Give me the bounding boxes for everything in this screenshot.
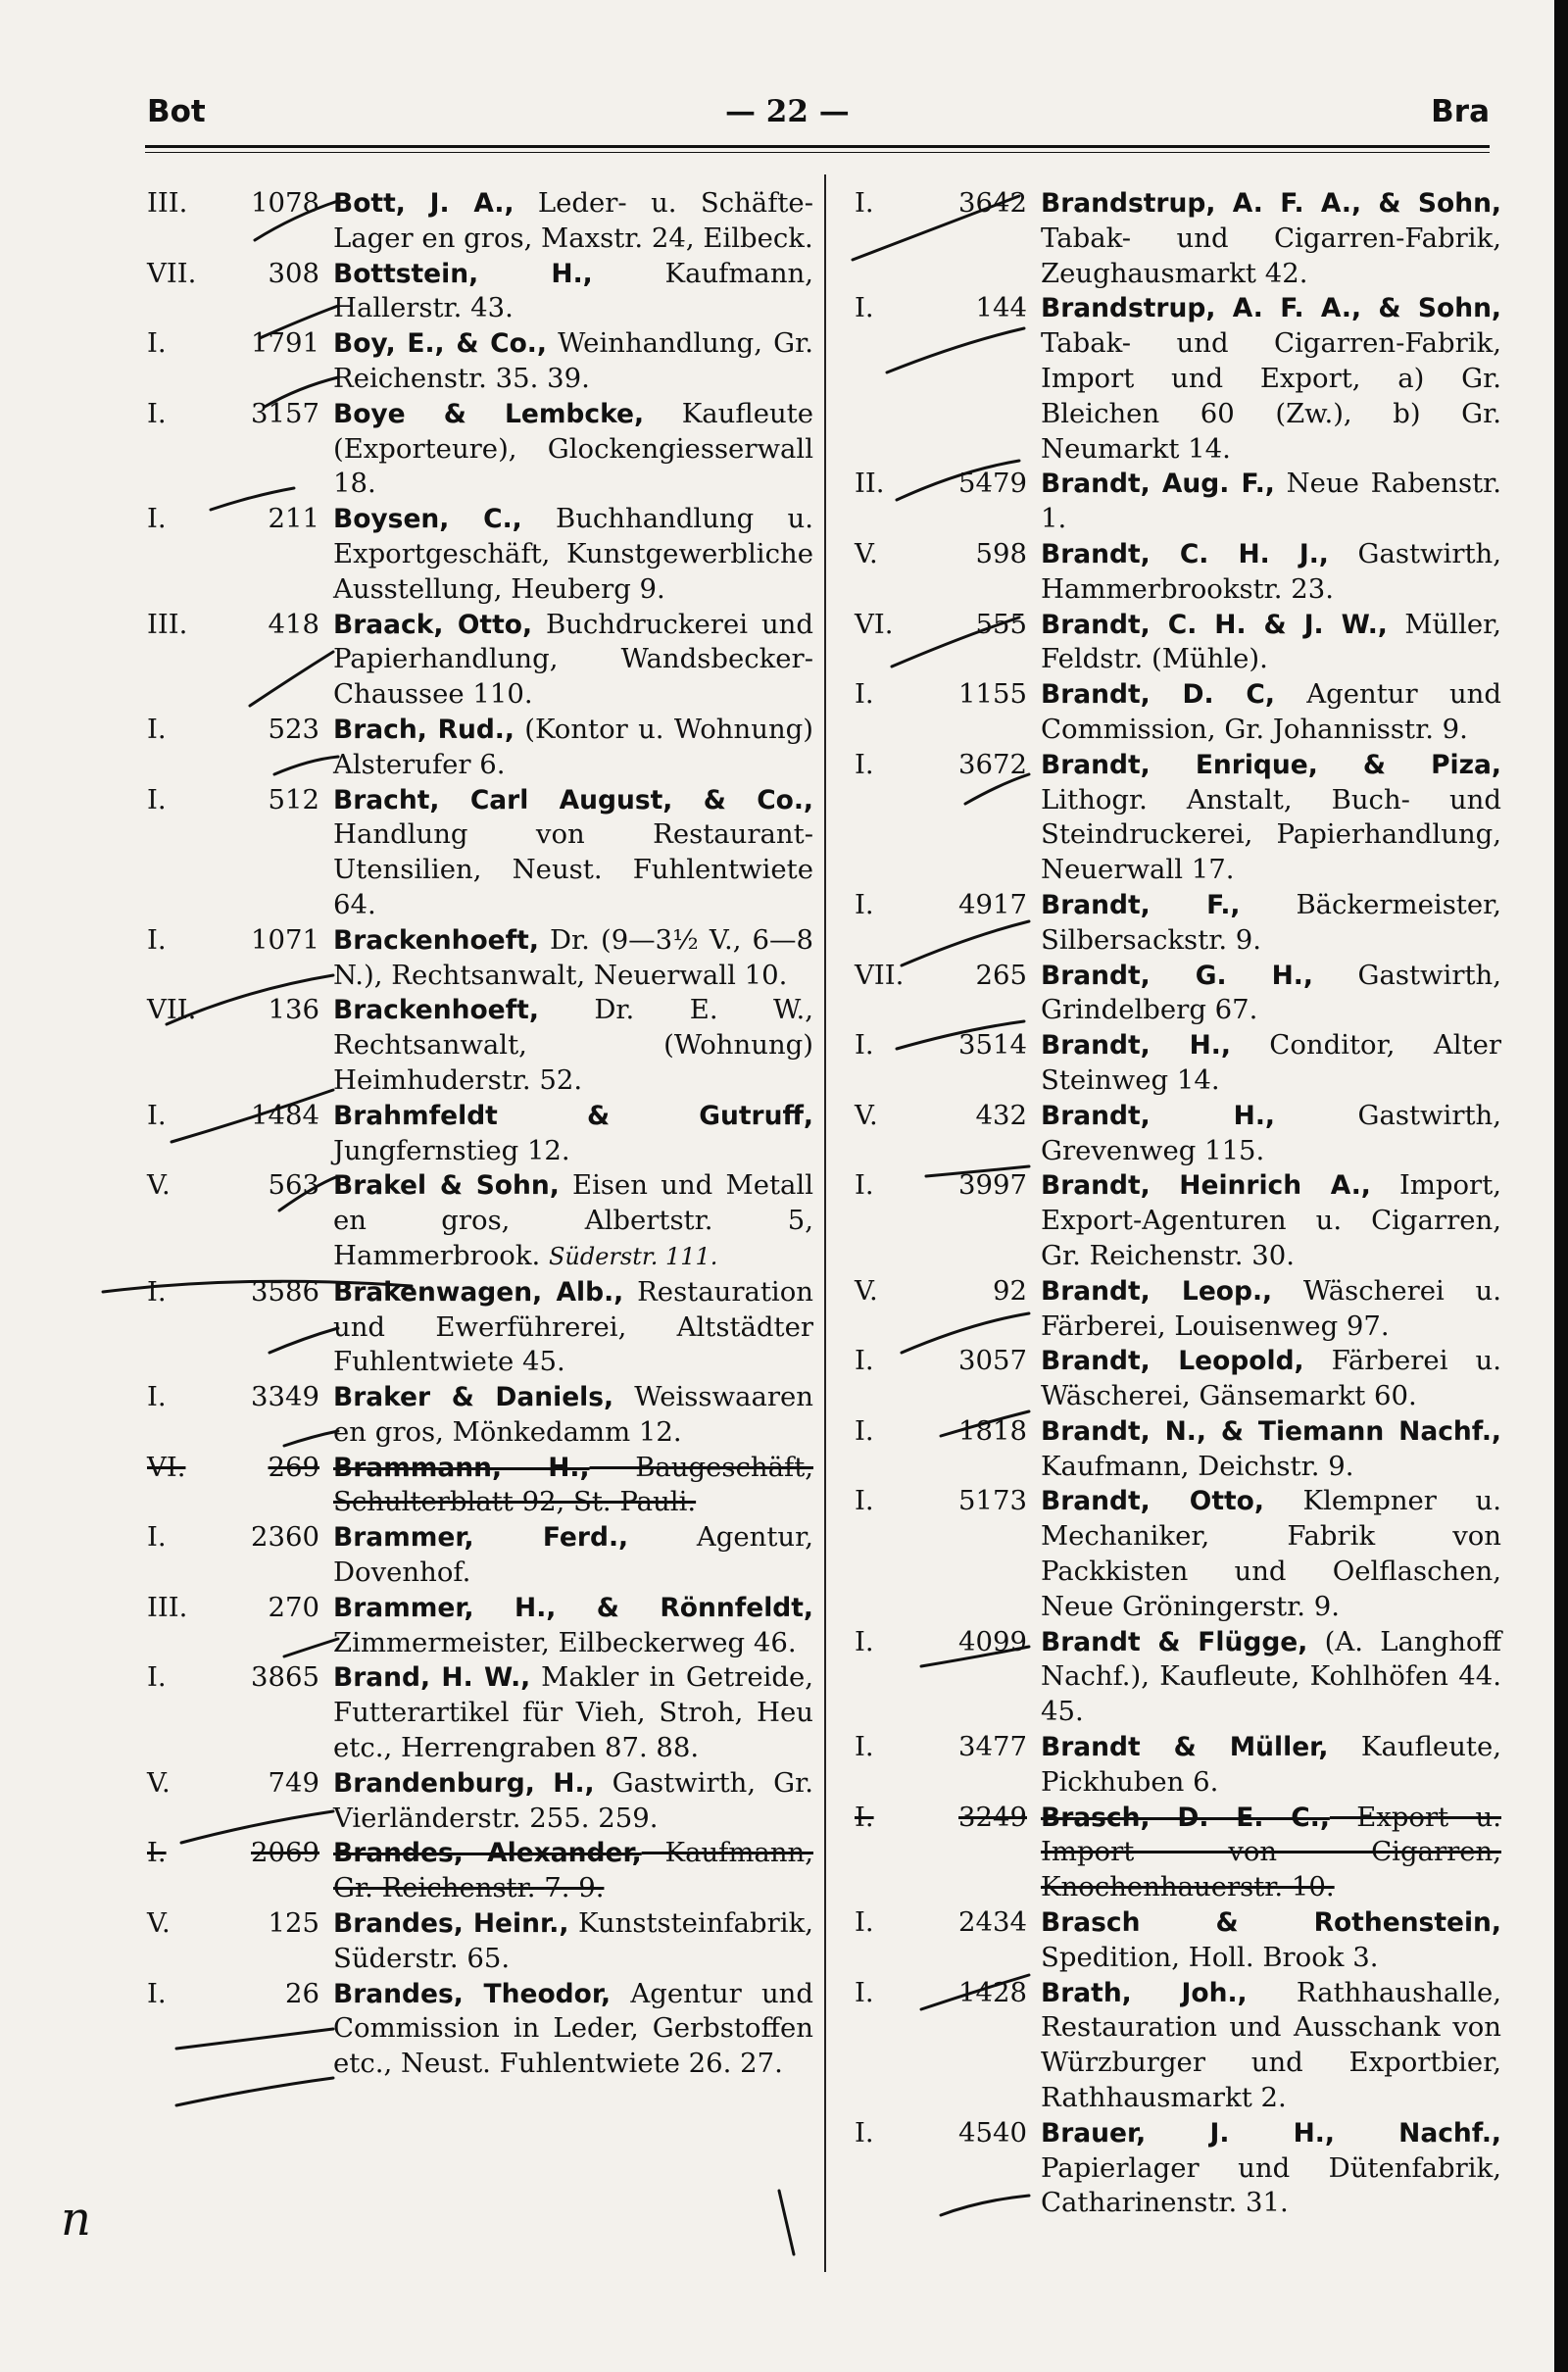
entry-name: Boye & Lembcke, [333, 398, 645, 429]
entry-name: Brand, H. W., [333, 1662, 531, 1694]
district-number: I. [147, 1275, 167, 1308]
entry-body [1041, 1625, 1501, 1730]
entry-body [333, 923, 813, 994]
entry-name: Brandes, Heinr., [333, 1908, 569, 1940]
entry-name: Brandenburg, H., [333, 1767, 595, 1799]
directory-entry [855, 1344, 1501, 1414]
directory-entry [147, 1591, 813, 1661]
telephone-number: 3057 [958, 1345, 1027, 1377]
entry-body [1041, 1801, 1501, 1905]
directory-entry [147, 1520, 813, 1591]
entry-body [333, 783, 813, 923]
entry-body [1041, 1484, 1501, 1624]
directory-entry [147, 1766, 813, 1837]
entry-body [1041, 608, 1501, 678]
district-number: I. [147, 1099, 167, 1131]
entry-body [1041, 1099, 1501, 1169]
entry-body [1041, 1274, 1501, 1345]
entry-text: Tabak- und Cigarren-Fabrik, Import und Export, a) Gr. Bleichen 60 (Zw.), b) Gr. Neumarkt 14. [1041, 327, 1501, 465]
entry-body [1041, 2116, 1501, 2221]
entry-body [333, 1380, 813, 1451]
district-number: I. [855, 1169, 874, 1202]
district-number: I. [855, 1801, 874, 1833]
directory-entry [147, 502, 813, 607]
entry-name: Brandes, Alexander, [333, 1838, 642, 1869]
entry-body [333, 1906, 813, 1977]
entry-body [333, 713, 813, 783]
directory-entry [855, 291, 1501, 467]
entry-body [333, 1520, 813, 1591]
telephone-number: 2360 [251, 1521, 319, 1554]
entry-name: Brandt, H., [1041, 1100, 1275, 1131]
district-number: VII. [147, 994, 197, 1026]
entry-text: Agentur und Commission, Gr. Johannisstr. 9. [1041, 678, 1501, 745]
entry-body [1041, 1344, 1501, 1414]
district-number: II. [855, 468, 885, 500]
entry-name: Brandt, H., [1041, 1030, 1231, 1062]
entry-body [333, 502, 813, 607]
entry-text: Gastwirth, Grindelberg 67. [1041, 959, 1501, 1026]
district-number: I. [855, 888, 874, 920]
header-left-keyword: Bot [147, 94, 206, 129]
telephone-number: 1078 [251, 187, 319, 219]
telephone-number: 1428 [958, 1976, 1027, 2008]
district-number: I. [147, 397, 167, 429]
directory-entry [147, 1836, 813, 1906]
district-number: V. [855, 1274, 878, 1307]
district-number: III. [147, 608, 188, 640]
telephone-number: 144 [975, 292, 1027, 324]
telephone-number: 5479 [958, 468, 1027, 500]
district-number: I. [855, 292, 874, 324]
entry-name: Bott, J. A., [333, 188, 514, 219]
entry-name: Brandt, Otto, [1041, 1486, 1264, 1517]
entry-text: Gastwirth, Hammerbrookstr. 23. [1041, 537, 1501, 605]
directory-entry [147, 783, 813, 923]
telephone-number: 1791 [251, 327, 319, 360]
entry-text: Weisswaaren en gros, Mönkedamm 12. [333, 1381, 813, 1448]
directory-entry [855, 1274, 1501, 1345]
entry-body [333, 608, 813, 713]
tick-mark [779, 2191, 794, 2254]
telephone-number: 3586 [251, 1275, 319, 1308]
directory-entry [147, 1660, 813, 1765]
directory-entry [855, 186, 1501, 291]
telephone-number: 3514 [958, 1029, 1027, 1062]
district-number: VII. [855, 959, 905, 991]
entry-body [1041, 677, 1501, 748]
telephone-number: 1484 [251, 1099, 319, 1131]
directory-entry [855, 1976, 1501, 2116]
telephone-number: 4917 [958, 888, 1027, 920]
entry-name: Brandt, Aug. F., [1041, 469, 1275, 500]
telephone-number: 4099 [958, 1625, 1027, 1657]
entry-body [1041, 467, 1501, 537]
district-number: VII. [147, 257, 197, 289]
entry-name: Brandstrup, A. F. A., & Sohn, [1041, 188, 1501, 219]
entry-text: Rathhaushalle, Restauration und Ausschank von Würzburger und Exportbier, Rathhausmarkt 2. [1041, 1976, 1501, 2114]
entry-body [1041, 1730, 1501, 1801]
entry-body [1041, 537, 1501, 608]
margin-handwriting: n [61, 2192, 91, 2247]
district-number: V. [147, 1907, 171, 1940]
entry-text: Bäckermeister, Silbersackstr. 9. [1041, 888, 1501, 956]
entry-name: Boy, E., & Co., [333, 328, 547, 360]
entry-name: Brandes, Theodor, [333, 1978, 612, 2009]
district-number: I. [147, 1837, 167, 1869]
telephone-number: 136 [268, 994, 319, 1026]
entry-body [1041, 1028, 1501, 1099]
entry-body [1041, 1168, 1501, 1273]
telephone-number: 125 [268, 1907, 319, 1940]
entry-text: (A. Langhoff Nachf.), Kaufleute, Kohlhöfen 44. 45. [1041, 1625, 1501, 1728]
directory-entry [147, 713, 813, 783]
entry-name: Bracht, Carl August, & Co., [333, 784, 813, 815]
telephone-number: 3349 [251, 1381, 319, 1413]
directory-entry [855, 677, 1501, 748]
directory-entry [147, 923, 813, 994]
telephone-number: 269 [268, 1451, 319, 1483]
entry-name: Brakenwagen, Alb., [333, 1276, 624, 1308]
entry-body [333, 1591, 813, 1661]
entry-text: Kaufmann, Hallerstr. 43. [333, 257, 813, 324]
entry-text: Färberei u. Wäscherei, Gänsemarkt 60. [1041, 1345, 1501, 1412]
telephone-number: 418 [268, 608, 319, 640]
telephone-number: 5173 [958, 1485, 1027, 1517]
entry-name: Brackenhoeft, [333, 995, 539, 1026]
entry-body [333, 1451, 813, 1521]
entry-body [1041, 1976, 1501, 2116]
entry-name: Brammann, H., [333, 1452, 590, 1483]
telephone-number: 2069 [251, 1837, 319, 1869]
directory-entry [147, 1380, 813, 1451]
directory-entry [855, 608, 1501, 678]
entry-text: Makler in Getreide, Futterartikel für Vieh, Stroh, Heu etc., Herrengraben 87. 88. [333, 1661, 814, 1764]
right-column [855, 186, 1501, 2221]
entry-name: Brandt & Müller, [1041, 1732, 1329, 1763]
telephone-number: 4540 [958, 2116, 1027, 2149]
entry-text: Buchhandlung u. Exportgeschäft, Kunstgewerbliche Ausstellung, Heuberg 9. [333, 503, 813, 605]
district-number: I. [855, 1976, 874, 2008]
header-right-keyword: Bra [1431, 94, 1490, 129]
entry-body [1041, 291, 1501, 467]
entry-body [1041, 1905, 1501, 1976]
telephone-number: 26 [285, 1977, 319, 2009]
entry-name: Brandt, Enrique, & Piza, [1041, 749, 1501, 780]
entry-text: Wäscherei u. Färberei, Louisenweg 97. [1041, 1274, 1501, 1342]
directory-entry [147, 397, 813, 502]
entry-name: Brasch, D. E. C., [1041, 1802, 1330, 1833]
entry-name: Brackenhoeft, [333, 924, 539, 956]
directory-entry [147, 608, 813, 713]
entry-text: Eisen und Metall en gros, Albertstr. 5, Hammerbrook. [333, 1169, 814, 1271]
entry-name: Brakel & Sohn, [333, 1170, 560, 1202]
directory-entry [855, 2116, 1501, 2221]
entry-name: Braker & Daniels, [333, 1382, 614, 1413]
district-number: III. [147, 187, 188, 219]
entry-text: Buchdruckerei und Papierhandlung, Wandsbecker-Chaussee 110. [333, 608, 814, 711]
entry-text: Weinhandlung, Gr. Reichenstr. 35. 39. [333, 327, 813, 394]
tick-mark [176, 2078, 333, 2105]
entry-name: Bottstein, H., [333, 258, 593, 289]
telephone-number: 432 [975, 1099, 1027, 1131]
entry-text: Lithogr. Anstalt, Buch- und Steindruckerei, Papierhandlung, Neuerwall 17. [1041, 783, 1501, 886]
entry-body [333, 397, 813, 502]
directory-entry [147, 257, 813, 327]
left-column [147, 186, 813, 2082]
telephone-number: 308 [268, 257, 319, 289]
entry-name: Brandt, N., & Tiemann Nachf., [1041, 1415, 1501, 1447]
entry-text: Handlung von Restaurant-Utensilien, Neust. Fuhlentwiete 64. [333, 818, 813, 920]
entry-text: Restauration und Ewerführerei, Altstädter Fuhlentwiete 45. [333, 1275, 813, 1378]
directory-entry [855, 1801, 1501, 1905]
district-number: VI. [147, 1451, 186, 1483]
column-divider [824, 174, 826, 2272]
directory-entry [147, 326, 813, 397]
telephone-number: 211 [268, 503, 319, 535]
directory-entry [855, 1905, 1501, 1976]
telephone-number: 598 [975, 537, 1027, 569]
directory-entry [855, 1414, 1501, 1485]
directory-entry [147, 186, 813, 257]
entry-name: Brauer, J. H., Nachf., [1041, 2117, 1501, 2149]
entry-body [333, 186, 813, 257]
entry-text: Agentur, Dovenhof. [333, 1521, 813, 1589]
telephone-number: 265 [975, 959, 1027, 991]
district-number: I. [855, 1906, 874, 1939]
entry-body [333, 1660, 813, 1765]
entry-text: Müller, Feldstr. (Mühle). [1041, 608, 1502, 675]
entry-text: Kaufmann, Gr. Reichenstr. 7. 9. [333, 1837, 813, 1904]
directory-entry [855, 467, 1501, 537]
entry-name: Brandt, Leop., [1041, 1275, 1273, 1307]
entry-body [333, 326, 813, 397]
directory-entry [855, 959, 1501, 1029]
entry-text: Klempner u. Mechaniker, Fabrik von Packkisten und Oelflaschen, Neue Gröningerstr. 9. [1041, 1485, 1501, 1622]
entry-text: Tabak- und Cigarren-Fabrik, Zeughausmarkt 42. [1041, 222, 1501, 289]
directory-entry [147, 1275, 813, 1380]
directory-entry [855, 1625, 1501, 1730]
directory-entry [855, 537, 1501, 608]
district-number: V. [147, 1169, 171, 1202]
telephone-number: 3157 [251, 397, 319, 429]
district-number: V. [855, 1099, 878, 1131]
entry-text: Dr. E. W., Rechtsanwalt, (Wohnung) Heimhuderstr. 52. [333, 994, 813, 1096]
entry-text: Dr. (9—3½ V., 6—8 N.), Rechtsanwalt, Neuerwall 10. [333, 923, 813, 991]
entry-body [333, 1977, 813, 2082]
district-number: I. [855, 1625, 874, 1657]
entry-text: Papierlager und Dütenfabrik, Catharinenstr. 31. [1041, 2151, 1501, 2219]
telephone-number: 3865 [251, 1661, 319, 1694]
entry-text: Agentur und Commission in Leder, Gerbstoffen etc., Neust. Fuhlentwiete 26. 27. [333, 1977, 814, 2080]
entry-name: Brath, Joh., [1041, 1977, 1248, 2008]
telephone-number: 512 [268, 783, 319, 815]
district-number: I. [855, 678, 874, 711]
entry-name: Brandt & Flügge, [1041, 1626, 1308, 1657]
district-number: I. [855, 1345, 874, 1377]
entry-text: (Kontor u. Wohnung) Alsterufer 6. [333, 713, 813, 780]
entry-body [333, 1168, 813, 1274]
district-number: I. [147, 1521, 167, 1554]
entry-text: Kunststeinfabrik, Süderstr. 65. [333, 1907, 813, 1974]
entry-body [1041, 748, 1501, 888]
entry-text: Kaufleute (Exporteure), Glockengiesserwall 18. [333, 397, 813, 500]
district-number: I. [147, 1977, 167, 2009]
entry-name: Brach, Rud., [333, 714, 514, 745]
entry-text: Import, Export-Agenturen u. Cigarren, Gr. Reichenstr. 30. [1041, 1169, 1501, 1271]
directory-entry [855, 1028, 1501, 1099]
entry-name: Brandt, C. H. & J. W., [1041, 609, 1388, 640]
entry-name: Brandt, G. H., [1041, 960, 1313, 991]
entry-name: Brandt, Heinrich A., [1041, 1170, 1371, 1202]
entry-body [333, 1766, 813, 1837]
district-number: I. [855, 2116, 874, 2149]
entry-text: Leder- u. Schäfte-Lager en gros, Maxstr. 24, Eilbeck. [333, 187, 814, 254]
entry-text: Jungfernstieg 12. [333, 1134, 570, 1166]
telephone-number: 3642 [958, 187, 1027, 219]
district-number: I. [855, 187, 874, 219]
entry-body [333, 1099, 813, 1169]
directory-entry [147, 1977, 813, 2082]
entry-text: Neue Rabenstr. 1. [1041, 468, 1501, 535]
district-number: I. [147, 327, 167, 360]
telephone-number: 1818 [958, 1414, 1027, 1447]
district-number: I. [855, 1414, 874, 1447]
directory-entry [855, 1484, 1501, 1624]
telephone-number: 1071 [251, 923, 319, 956]
district-number: V. [855, 537, 878, 569]
directory-entry [855, 888, 1501, 959]
entry-name: Brahmfeldt & Gutruff, [333, 1100, 813, 1131]
directory-entry [855, 1099, 1501, 1169]
district-number: I. [855, 1731, 874, 1763]
page-header [147, 94, 1490, 137]
entry-body [333, 993, 813, 1098]
district-number: I. [855, 748, 874, 780]
directory-entry [147, 1906, 813, 1977]
district-number: V. [147, 1766, 171, 1799]
entry-body [333, 257, 813, 327]
directory-entry [147, 1451, 813, 1521]
entry-text: Gastwirth, Gr. Vierländerstr. 255. 259. [333, 1766, 813, 1834]
directory-entry [855, 748, 1501, 888]
entry-name: Brandt, F., [1041, 889, 1241, 920]
entry-text: Kaufmann, Deichstr. 9. [1041, 1450, 1354, 1482]
directory-entry [147, 993, 813, 1098]
entry-text: Gastwirth, Grevenweg 115. [1041, 1099, 1501, 1166]
telephone-number: 563 [268, 1169, 319, 1202]
directory-entry [855, 1168, 1501, 1273]
district-number: I. [147, 783, 167, 815]
district-number: I. [147, 503, 167, 535]
telephone-number: 3477 [958, 1731, 1027, 1763]
entry-name: Braack, Otto, [333, 609, 533, 640]
entry-body [1041, 888, 1501, 959]
district-number: III. [147, 1591, 188, 1623]
telephone-number: 523 [268, 713, 319, 745]
telephone-number: 3997 [958, 1169, 1027, 1202]
page-number: — 22 — [725, 94, 850, 129]
telephone-number: 3249 [958, 1801, 1027, 1833]
directory-entry [147, 1168, 813, 1274]
district-number: I. [147, 923, 167, 956]
district-number: VI. [855, 608, 894, 640]
entry-body [333, 1275, 813, 1380]
directory-entry [855, 1730, 1501, 1801]
entry-name: Brammer, H., & Rönnfeldt, [333, 1592, 813, 1623]
entry-body [1041, 186, 1501, 291]
entry-text: Spedition, Holl. Brook 3. [1041, 1941, 1379, 1973]
telephone-number: 749 [268, 1766, 319, 1799]
district-number: I. [855, 1029, 874, 1062]
header-rule [145, 145, 1490, 153]
entry-name: Brammer, Ferd., [333, 1522, 629, 1554]
entry-text: Kaufleute, Pickhuben 6. [1041, 1731, 1501, 1798]
district-number: I. [147, 1381, 167, 1413]
entry-name: Brandstrup, A. F. A., & Sohn, [1041, 293, 1501, 324]
entry-text: Baugeschäft, Schulterblatt 92, St. Pauli. [333, 1451, 813, 1518]
entry-name: Brasch & Rothenstein, [1041, 1907, 1501, 1939]
scan-edge [1554, 0, 1568, 2372]
entry-name: Brandt, Leopold, [1041, 1346, 1304, 1377]
entry-name: Brandt, C. H. J., [1041, 538, 1329, 569]
directory-entry [147, 1099, 813, 1169]
entry-text: Conditor, Alter Steinweg 14. [1041, 1029, 1501, 1096]
entry-name: Brandt, D. C, [1041, 679, 1275, 711]
district-number: I. [147, 1661, 167, 1694]
district-number: I. [855, 1485, 874, 1517]
entry-body [333, 1836, 813, 1906]
handwritten-correction: Süderstr. 111. [548, 1242, 718, 1270]
entry-name: Boysen, C., [333, 504, 522, 535]
telephone-number: 3672 [958, 748, 1027, 780]
telephone-number: 2434 [958, 1906, 1027, 1939]
district-number: I. [147, 713, 167, 745]
entry-body [1041, 1414, 1501, 1485]
entry-text: Zimmermeister, Eilbeckerweg 46. [333, 1626, 797, 1658]
entry-body [1041, 959, 1501, 1029]
entry-text: Export u. Import von Cigarren, Knochenhauerstr. 10. [1041, 1801, 1501, 1903]
telephone-number: 270 [268, 1591, 319, 1623]
telephone-number: 1155 [958, 678, 1027, 711]
telephone-number: 92 [993, 1274, 1027, 1307]
telephone-number: 555 [975, 608, 1027, 640]
